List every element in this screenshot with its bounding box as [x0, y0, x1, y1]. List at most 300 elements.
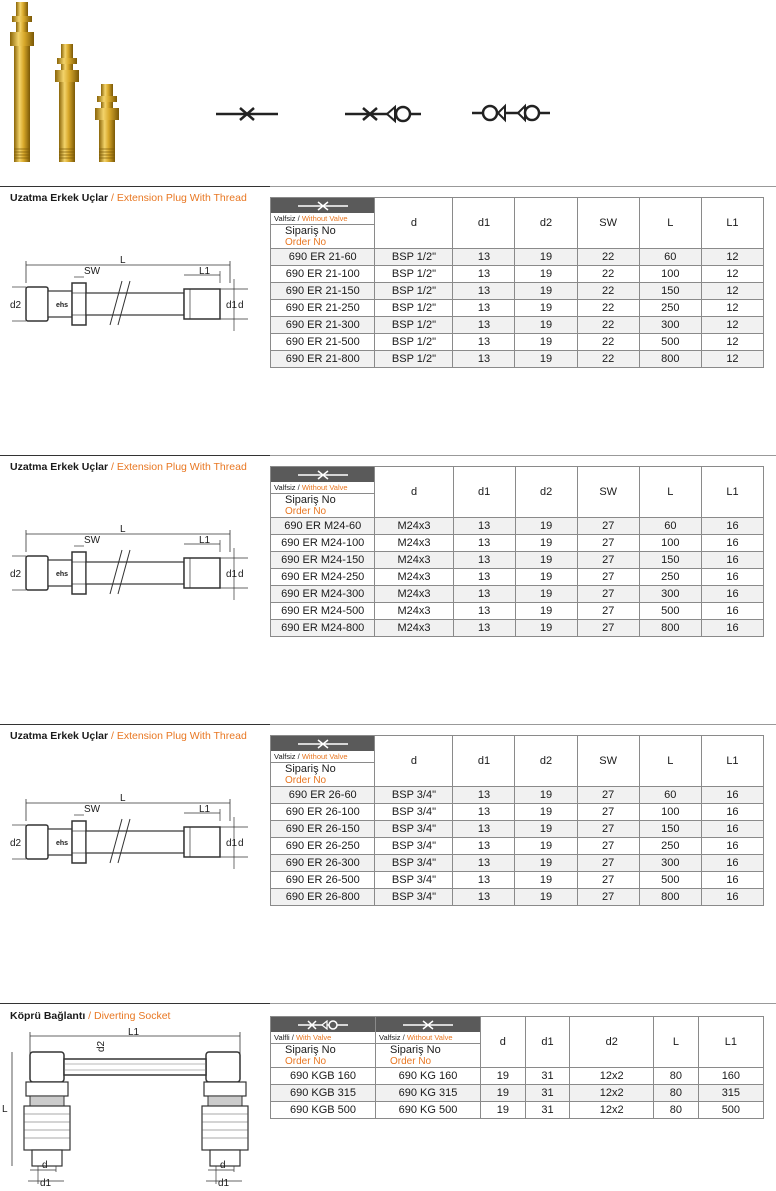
table-cell: 13: [453, 889, 515, 906]
brass-plug-short: [95, 84, 119, 162]
table-cell: 13: [453, 569, 515, 586]
order-no-label-en: Order No: [285, 1056, 327, 1067]
col-header: d1: [453, 467, 515, 518]
col-header: L1: [698, 1017, 763, 1068]
table-cell: 27: [577, 889, 639, 906]
table-cell: 31: [525, 1102, 570, 1119]
table-cell: 16: [701, 569, 763, 586]
table-cell: 300: [639, 317, 701, 334]
dim-d-label: d: [238, 838, 244, 849]
col-header: SW: [577, 736, 639, 787]
table-cell: 12: [701, 283, 763, 300]
col-header: d2: [570, 1017, 654, 1068]
dim-L1-label: L1: [199, 535, 211, 546]
table-cell: 80: [654, 1085, 699, 1102]
order-no-label: Sipariş No: [285, 225, 336, 237]
symbol-with-valve-icon: [271, 1017, 375, 1032]
diverting-socket-drawing: [0, 1026, 268, 1186]
valve-label: Valfsiz / Without Valve: [271, 213, 374, 225]
table-cell: 300: [639, 586, 701, 603]
table-cell: 500: [698, 1102, 763, 1119]
table-cell: M24x3: [375, 586, 453, 603]
dim-d2-label: d2: [10, 300, 22, 311]
table-cell: 800: [639, 351, 701, 368]
title-tr: Uzatma Erkek Uçlar: [10, 461, 109, 473]
table-cell: 13: [453, 620, 515, 637]
table-cell: 690 ER M24-100: [271, 535, 375, 552]
table-row: [271, 787, 764, 804]
table-cell: 12: [701, 334, 763, 351]
table-row: [271, 620, 764, 637]
table-cell: 250: [639, 838, 701, 855]
dim-d1-label: d1: [226, 569, 238, 580]
valve-label: Valfsiz / Without Valve: [271, 751, 374, 763]
table-cell: 19: [481, 1102, 526, 1119]
table-cell: 690 ER M24-300: [271, 586, 375, 603]
table-cell: 19: [515, 552, 577, 569]
table-cell: 13: [453, 249, 515, 266]
section-title: Köprü Bağlantı / Diverting Socket: [10, 1010, 171, 1022]
dim-L-label: L: [2, 1104, 8, 1115]
table-cell: 690 ER M24-60: [271, 518, 375, 535]
table-cell: 19: [515, 334, 577, 351]
table-cell: 16: [701, 787, 763, 804]
table-cell: 13: [453, 283, 515, 300]
table-row: [271, 603, 764, 620]
dim-SW-label: SW: [84, 535, 101, 546]
table-cell: 13: [453, 518, 515, 535]
table-cell: 690 ER M24-800: [271, 620, 375, 637]
col-header: L: [654, 1017, 699, 1068]
symbol-without-valve-icon: [216, 104, 278, 124]
with-valve-header: [271, 1017, 376, 1068]
table-cell: 690 KGB 160: [271, 1068, 376, 1085]
symbol-both-valves-icon: [472, 102, 550, 124]
table-cell: 19: [515, 317, 577, 334]
table-cell: 19: [515, 620, 577, 637]
table-cell: 16: [701, 552, 763, 569]
col-header: d: [375, 467, 453, 518]
table-row: [271, 283, 764, 300]
table-cell: 13: [453, 821, 515, 838]
col-header: L: [639, 736, 701, 787]
col-header: d2: [515, 736, 577, 787]
col-header: d2: [515, 467, 577, 518]
title-en: Diverting Socket: [94, 1010, 171, 1022]
title-tr: Köprü Bağlantı: [10, 1010, 86, 1022]
table-cell: 690 ER M24-150: [271, 552, 375, 569]
col-header: L1: [701, 198, 763, 249]
dim-d2-label: d2: [10, 838, 22, 849]
col-header: d1: [525, 1017, 570, 1068]
valve-label: Valfsiz / Without Valve: [376, 1032, 480, 1044]
col-header: L: [639, 467, 701, 518]
valve-label: Valfli / With Valve: [271, 1032, 375, 1044]
table-cell: M24x3: [375, 535, 453, 552]
table-row: [271, 569, 764, 586]
table-cell: 12x2: [570, 1068, 654, 1085]
order-no-label: Sipariş No: [390, 1044, 441, 1056]
table-cell: 60: [639, 518, 701, 535]
dim-d1-right-label: d1: [218, 1178, 230, 1186]
order-no-header: [271, 198, 375, 249]
order-no-label: Sipariş No: [285, 763, 336, 775]
order-no-label-en: Order No: [285, 237, 327, 248]
table-cell: 19: [515, 804, 577, 821]
table-cell: 19: [515, 603, 577, 620]
table-cell: 13: [453, 351, 515, 368]
table-cell: 22: [577, 283, 639, 300]
dim-L1-label: L1: [199, 266, 211, 277]
table-row: [271, 351, 764, 368]
table-cell: 12: [701, 300, 763, 317]
table-cell: 13: [453, 266, 515, 283]
col-header: d: [481, 1017, 526, 1068]
dim-d-right-label: d: [220, 1160, 226, 1171]
without-valve-header: [376, 1017, 481, 1068]
table-cell: BSP 1/2": [375, 249, 453, 266]
table-row: [271, 300, 764, 317]
table-row: [271, 334, 764, 351]
table-cell: 22: [577, 266, 639, 283]
table-cell: 100: [639, 804, 701, 821]
table-cell: 690 ER 21-100: [271, 266, 375, 283]
table-cell: 250: [639, 569, 701, 586]
table-cell: 27: [577, 838, 639, 855]
table-cell: 16: [701, 603, 763, 620]
table-row: [271, 266, 764, 283]
table-cell: 60: [639, 249, 701, 266]
table-cell: 12x2: [570, 1102, 654, 1119]
table-cell: 13: [453, 872, 515, 889]
section-divider: [0, 724, 270, 725]
col-header: d: [375, 198, 453, 249]
table-row: [271, 535, 764, 552]
table-cell: 690 ER 26-800: [271, 889, 375, 906]
table-cell: BSP 3/4": [375, 889, 453, 906]
table-cell: 19: [515, 855, 577, 872]
table-cell: BSP 1/2": [375, 300, 453, 317]
table-cell: 27: [577, 872, 639, 889]
table-cell: BSP 1/2": [375, 317, 453, 334]
table-cell: 31: [525, 1085, 570, 1102]
section-divider-gray: [270, 724, 776, 725]
table-cell: 690 ER 26-60: [271, 787, 375, 804]
symbol-without-valve-icon: [376, 1017, 480, 1032]
table-cell: 80: [654, 1102, 699, 1119]
table-cell: 22: [577, 300, 639, 317]
col-header: L1: [701, 467, 763, 518]
table-cell: M24x3: [375, 603, 453, 620]
dim-L-label: L: [120, 524, 126, 535]
table-row: [271, 855, 764, 872]
table-cell: 16: [701, 535, 763, 552]
svg-text:ehs: ehs: [56, 571, 69, 578]
section-divider: [0, 1003, 270, 1004]
dim-d1-label: d1: [226, 838, 238, 849]
table-cell: 690 KG 315: [376, 1085, 481, 1102]
extension-plug-drawing: [0, 789, 268, 879]
dim-SW-label: SW: [84, 266, 101, 277]
table-cell: 12: [701, 249, 763, 266]
diverting-socket-table: [270, 1016, 764, 1119]
table-cell: 27: [577, 518, 639, 535]
table-cell: 150: [639, 552, 701, 569]
table-cell: 690 KG 160: [376, 1068, 481, 1085]
table-cell: 16: [701, 889, 763, 906]
table-cell: M24x3: [375, 620, 453, 637]
table-cell: 250: [639, 300, 701, 317]
table-cell: 500: [639, 872, 701, 889]
table-cell: 100: [639, 535, 701, 552]
table-cell: 690 ER 26-500: [271, 872, 375, 889]
dim-d2-label: d2: [96, 1040, 107, 1052]
table-cell: 27: [577, 569, 639, 586]
table-cell: 690 ER 21-800: [271, 351, 375, 368]
table-cell: 19: [515, 889, 577, 906]
table-cell: BSP 3/4": [375, 787, 453, 804]
table-cell: 690 ER 26-250: [271, 838, 375, 855]
dim-d-label: d: [238, 569, 244, 580]
table-cell: 690 ER 21-250: [271, 300, 375, 317]
table-cell: 500: [639, 334, 701, 351]
table-cell: 690 ER 21-300: [271, 317, 375, 334]
table-cell: 19: [515, 283, 577, 300]
table-cell: 27: [577, 552, 639, 569]
dim-d2-label: d2: [10, 569, 22, 580]
table-cell: 13: [453, 552, 515, 569]
table-cell: M24x3: [375, 552, 453, 569]
table-cell: 19: [515, 300, 577, 317]
extension-plug-table: [270, 466, 764, 637]
symbol-without-valve-icon: [271, 736, 374, 751]
brass-plug-tall: [10, 2, 34, 162]
table-row: [271, 317, 764, 334]
title-en: Extension Plug With Thread: [116, 461, 247, 473]
dim-d-left-label: d: [42, 1160, 48, 1171]
dim-L1-label: L1: [128, 1027, 140, 1038]
table-cell: 19: [515, 518, 577, 535]
table-cell: 150: [639, 821, 701, 838]
table-cell: 19: [515, 266, 577, 283]
table-cell: 13: [453, 300, 515, 317]
table-cell: 22: [577, 317, 639, 334]
order-no-label-en: Order No: [285, 506, 327, 517]
section-divider-gray: [270, 455, 776, 456]
symbol-plug-with-valve-icon: [345, 104, 421, 124]
table-cell: 16: [701, 855, 763, 872]
table-cell: 60: [639, 787, 701, 804]
order-no-label: Sipariş No: [285, 494, 336, 506]
order-no-label-en: Order No: [390, 1056, 432, 1067]
section-divider-gray: [270, 186, 776, 187]
table-cell: BSP 3/4": [375, 838, 453, 855]
table-row: [271, 1068, 764, 1085]
title-tr: Uzatma Erkek Uçlar: [10, 192, 109, 204]
table-cell: 690 ER 26-150: [271, 821, 375, 838]
section-divider: [0, 455, 270, 456]
col-header: d2: [515, 198, 577, 249]
table-cell: 12: [701, 351, 763, 368]
section-title: Uzatma Erkek Uçlar / Extension Plug With Thread: [10, 730, 247, 742]
table-cell: 690 KGB 500: [271, 1102, 376, 1119]
table-cell: 27: [577, 821, 639, 838]
col-header: d1: [453, 198, 515, 249]
table-cell: 27: [577, 620, 639, 637]
col-header: SW: [577, 198, 639, 249]
table-cell: 19: [515, 586, 577, 603]
table-row: [271, 586, 764, 603]
table-cell: 150: [639, 283, 701, 300]
table-cell: M24x3: [375, 569, 453, 586]
table-cell: M24x3: [375, 518, 453, 535]
table-cell: 800: [639, 620, 701, 637]
section-divider: [0, 186, 270, 187]
symbol-without-valve-icon: [271, 467, 374, 482]
dim-SW-label: SW: [84, 804, 101, 815]
table-cell: 19: [481, 1068, 526, 1085]
table-cell: 13: [453, 804, 515, 821]
brass-plug-medium: [55, 44, 79, 162]
dim-L1-label: L1: [199, 804, 211, 815]
table-row: [271, 872, 764, 889]
table-cell: BSP 1/2": [375, 266, 453, 283]
table-cell: 19: [515, 351, 577, 368]
table-cell: 16: [701, 518, 763, 535]
table-cell: 27: [577, 535, 639, 552]
brass-plugs-image: [0, 0, 150, 175]
table-cell: 13: [453, 535, 515, 552]
table-cell: 690 ER M24-500: [271, 603, 375, 620]
table-cell: 12x2: [570, 1085, 654, 1102]
table-cell: BSP 1/2": [375, 351, 453, 368]
order-no-header: [271, 736, 375, 787]
table-cell: 19: [481, 1085, 526, 1102]
table-cell: 27: [577, 586, 639, 603]
table-cell: 13: [453, 838, 515, 855]
title-tr: Uzatma Erkek Uçlar: [10, 730, 109, 742]
dim-d-label: d: [238, 300, 244, 311]
table-cell: 13: [453, 334, 515, 351]
table-cell: 16: [701, 620, 763, 637]
extension-plug-drawing: [0, 520, 268, 610]
table-cell: 22: [577, 351, 639, 368]
table-cell: 800: [639, 889, 701, 906]
svg-text:ehs: ehs: [56, 302, 69, 309]
table-cell: 80: [654, 1068, 699, 1085]
section-title: Uzatma Erkek Uçlar / Extension Plug With Thread: [10, 461, 247, 473]
extension-plug-table: [270, 735, 764, 906]
table-cell: 690 ER M24-250: [271, 569, 375, 586]
svg-text:ehs: ehs: [56, 840, 69, 847]
symbol-without-valve-icon: [271, 198, 374, 213]
table-cell: 690 KG 500: [376, 1102, 481, 1119]
table-cell: BSP 3/4": [375, 872, 453, 889]
table-cell: 13: [453, 317, 515, 334]
table-cell: 16: [701, 804, 763, 821]
table-cell: BSP 3/4": [375, 821, 453, 838]
table-cell: BSP 1/2": [375, 334, 453, 351]
table-row: [271, 1102, 764, 1119]
table-cell: 690 ER 26-300: [271, 855, 375, 872]
table-cell: BSP 1/2": [375, 283, 453, 300]
table-cell: 27: [577, 804, 639, 821]
table-cell: 13: [453, 603, 515, 620]
table-cell: 690 ER 26-100: [271, 804, 375, 821]
table-cell: 19: [515, 249, 577, 266]
title-en: Extension Plug With Thread: [116, 192, 247, 204]
table-cell: 690 ER 21-500: [271, 334, 375, 351]
table-cell: BSP 3/4": [375, 804, 453, 821]
dim-L-label: L: [120, 255, 126, 266]
table-row: [271, 1085, 764, 1102]
table-cell: 690 ER 21-150: [271, 283, 375, 300]
table-cell: 315: [698, 1085, 763, 1102]
order-no-header: [271, 467, 375, 518]
table-cell: 690 ER 21-60: [271, 249, 375, 266]
table-cell: 690 KGB 315: [271, 1085, 376, 1102]
table-cell: 100: [639, 266, 701, 283]
table-cell: 12: [701, 266, 763, 283]
order-no-label-en: Order No: [285, 775, 327, 786]
table-cell: 16: [701, 821, 763, 838]
col-header: SW: [577, 467, 639, 518]
table-cell: 19: [515, 535, 577, 552]
section-divider-gray: [270, 1003, 776, 1004]
table-cell: 300: [639, 855, 701, 872]
table-cell: 22: [577, 334, 639, 351]
dim-d1-label: d1: [226, 300, 238, 311]
dim-L-label: L: [120, 793, 126, 804]
table-cell: 13: [453, 855, 515, 872]
table-cell: 19: [515, 838, 577, 855]
valve-label: Valfsiz / Without Valve: [271, 482, 374, 494]
extension-plug-table: [270, 197, 764, 368]
table-cell: 19: [515, 569, 577, 586]
table-cell: 16: [701, 872, 763, 889]
table-row: [271, 552, 764, 569]
table-row: [271, 889, 764, 906]
table-row: [271, 838, 764, 855]
table-cell: 31: [525, 1068, 570, 1085]
title-en: Extension Plug With Thread: [116, 730, 247, 742]
table-row: [271, 518, 764, 535]
col-header: d1: [453, 736, 515, 787]
table-cell: BSP 3/4": [375, 855, 453, 872]
table-cell: 27: [577, 855, 639, 872]
table-cell: 19: [515, 821, 577, 838]
table-cell: 500: [639, 603, 701, 620]
table-cell: 22: [577, 249, 639, 266]
table-cell: 13: [453, 586, 515, 603]
table-cell: 27: [577, 603, 639, 620]
table-row: [271, 249, 764, 266]
col-header: L: [639, 198, 701, 249]
table-cell: 19: [515, 872, 577, 889]
table-cell: 12: [701, 317, 763, 334]
table-cell: 13: [453, 787, 515, 804]
extension-plug-drawing: [0, 251, 268, 341]
col-header: L1: [701, 736, 763, 787]
table-cell: 19: [515, 787, 577, 804]
dim-d1-left-label: d1: [40, 1178, 52, 1186]
col-header: d: [375, 736, 453, 787]
table-cell: 27: [577, 787, 639, 804]
section-title: Uzatma Erkek Uçlar / Extension Plug With Thread: [10, 192, 247, 204]
order-no-label: Sipariş No: [285, 1044, 336, 1056]
table-row: [271, 821, 764, 838]
table-cell: 16: [701, 838, 763, 855]
